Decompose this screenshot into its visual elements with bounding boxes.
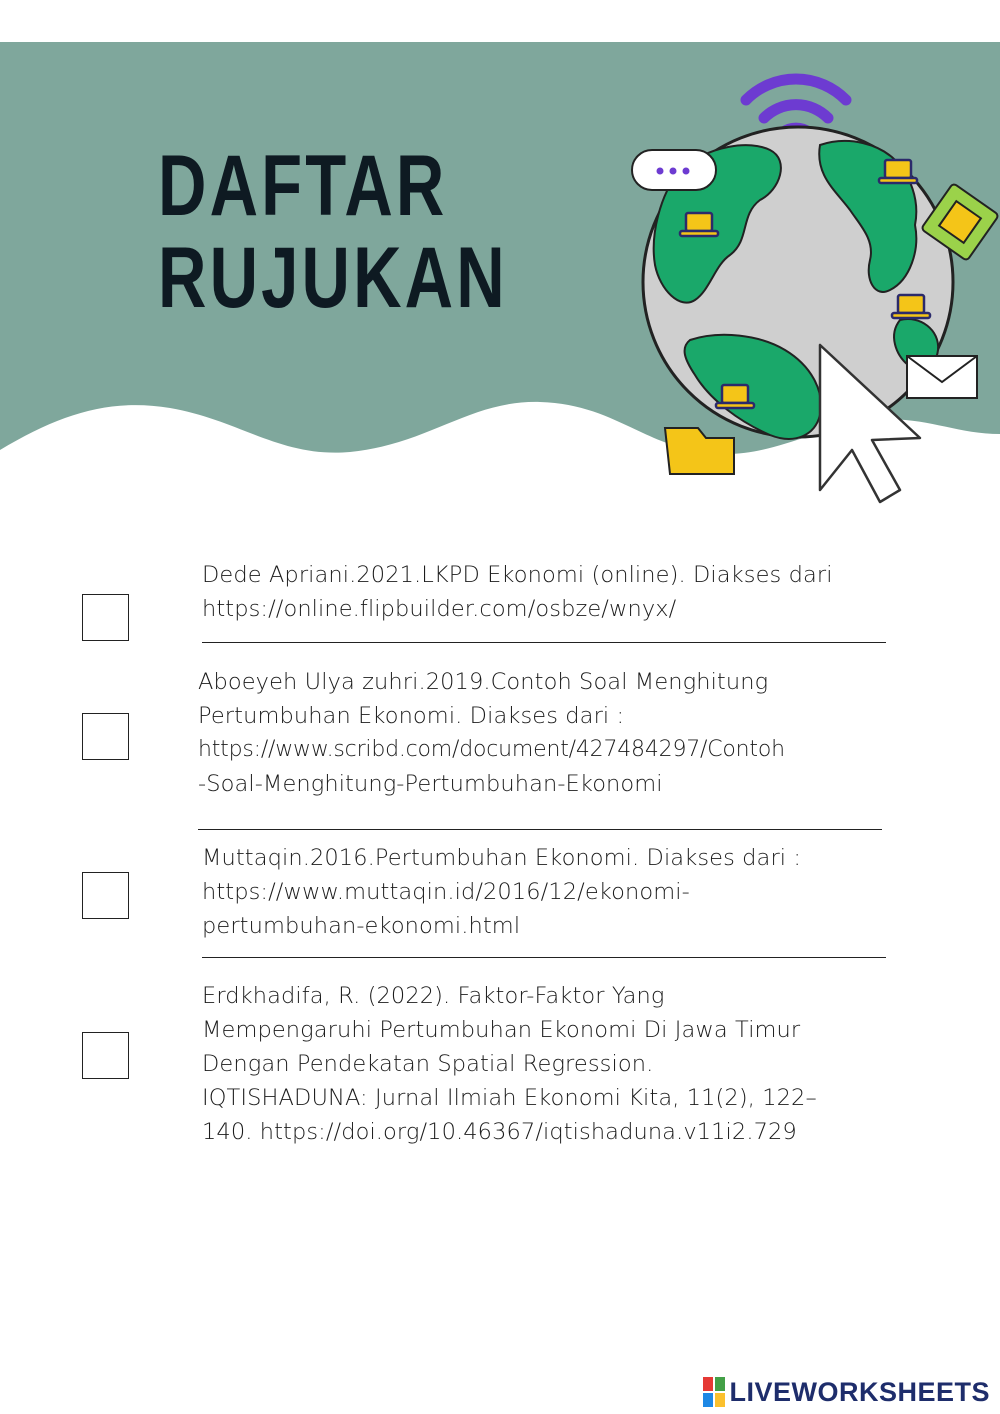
title-line-1: DAFTAR <box>158 138 448 234</box>
reference-line: Erdkhadifa, R. (2022). Faktor-Faktor Yang <box>202 983 665 1009</box>
reference-text <box>202 558 833 626</box>
reference-line: Pertumbuhan Ekonomi. Diakses dari : <box>198 703 625 729</box>
reference-line: -Soal-Menghitung-Pertumbuhan-Ekonomi <box>198 771 663 797</box>
liveworksheets-brand[interactable] <box>703 1374 990 1410</box>
reference-line: https://www.scribd.com/document/427484297/Contoh <box>198 737 785 762</box>
divider <box>202 957 886 958</box>
reference-line: Muttaqin.2016.Pertumbuhan Ekonomi. Diakses dari : <box>202 845 802 871</box>
reference-text <box>202 979 817 1149</box>
reference-line: 140. https://doi.org/10.46367/iqtishaduna.v11i2.729 <box>202 1119 797 1145</box>
reference-line: Dengan Pendekatan Spatial Regression. <box>202 1051 654 1077</box>
internet-illustration <box>620 50 1000 510</box>
reference-checkbox[interactable] <box>82 594 129 641</box>
title-line-2: RUJUKAN <box>158 230 508 326</box>
reference-checkbox[interactable] <box>82 713 129 760</box>
reference-line: https://online.flipbuilder.com/osbze/wnyx/ <box>202 596 677 622</box>
reference-line: Aboeyeh Ulya zuhri.2019.Contoh Soal Menghitung <box>198 669 769 695</box>
divider <box>198 829 882 830</box>
reference-text <box>198 665 785 801</box>
chat-bubble-icon <box>632 150 716 190</box>
folder-icon <box>665 428 734 474</box>
mail-icon <box>907 356 977 398</box>
brand-text: LIVEWORKSHEETS <box>729 1376 990 1407</box>
reference-checkbox[interactable] <box>82 872 129 919</box>
reference-line: pertumbuhan-ekonomi.html <box>202 913 521 939</box>
reference-line: https://www.muttaqin.id/2016/12/ekonomi- <box>202 879 690 905</box>
reference-line: Dede Apriani.2021.LKPD Ekonomi (online). Diakses dari <box>202 562 833 588</box>
liveworksheets-logo-icon <box>703 1377 725 1407</box>
reference-line: Mempengaruhi Pertumbuhan Ekonomi Di Jawa Timur <box>202 1017 801 1043</box>
divider <box>202 642 886 643</box>
reference-line: IQTISHADUNA: Jurnal Ilmiah Ekonomi Kita, 11(2), 122– <box>202 1085 817 1111</box>
reference-text <box>202 841 801 943</box>
page-title <box>158 140 508 324</box>
reference-checkbox[interactable] <box>82 1032 129 1079</box>
